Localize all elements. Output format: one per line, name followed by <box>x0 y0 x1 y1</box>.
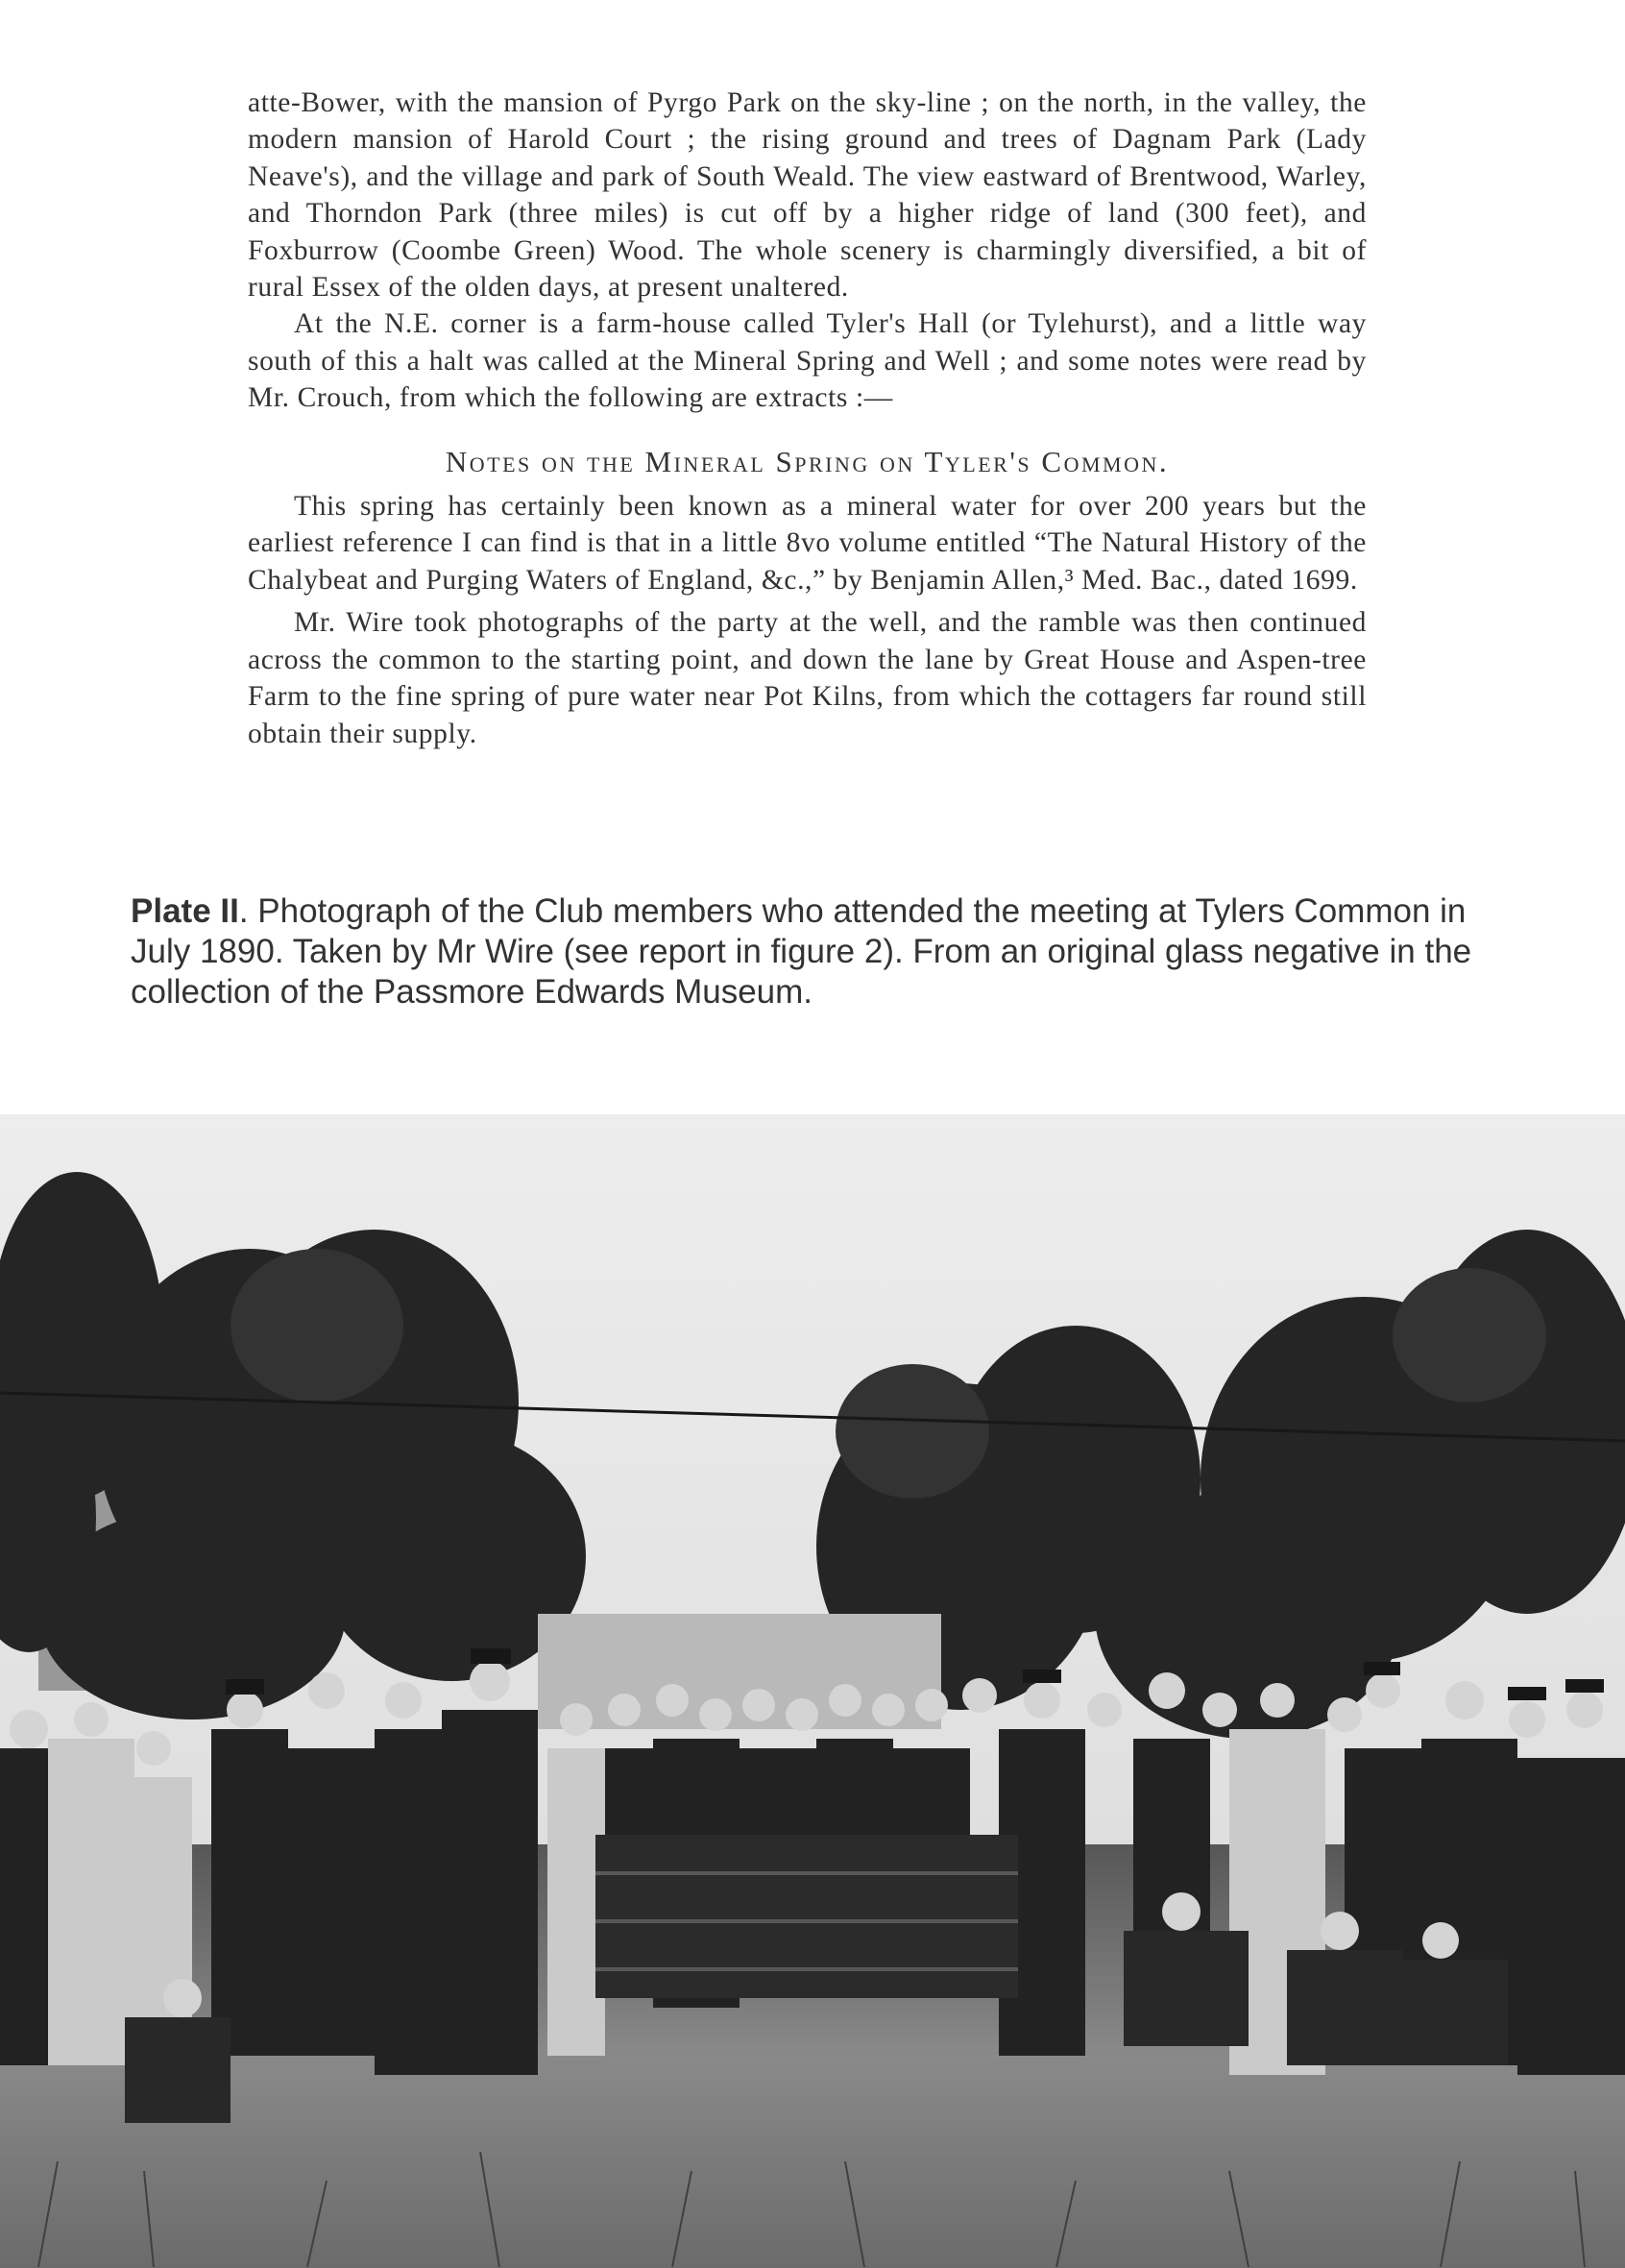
report-text-block <box>248 85 1367 752</box>
plate-caption-text: . Photograph of the Club members who attended the meeting at Tylers Common in July 1890. Taken by Mr Wire (see report in figure 2). From an original glass negative in the collection of the Passmore Edwards Museum. <box>131 892 1472 1011</box>
paragraph-1: atte-Bower, with the mansion of Pyrgo Park on the sky-line ; on the north, in the valley, the modern mansion of Harold Court ; the rising ground and trees of Dagnam Park (Lady Neave's), and the village and park of South Weald. The view eastward of Brentwood, Warley, and Thorndon Park (three miles) is cut off by a higher ridge of land (300 feet), and Foxburrow (Coombe Green) Wood. The whole scenery is charmingly diversified, a bit of rural Essex of the olden days, at present unaltered. <box>248 87 1367 304</box>
photo-illustration <box>0 1114 1625 2268</box>
plate-caption <box>131 891 1499 1012</box>
group-photograph <box>0 1114 1625 2268</box>
paragraph-3: This spring has certainly been known as a mineral water for over 200 years but the earliest reference I can find is that in a little 8vo volume entitled “The Natural History of the Chalybeat and Purging Waters of England, &c.,” by Benjamin Allen,³ Med. Bac., dated 1699. <box>248 491 1367 596</box>
section-heading: Notes on the Mineral Spring on Tyler's Common. <box>445 444 1170 478</box>
paragraph-2: At the N.E. corner is a farm-house called Tyler's Hall (or Tylehurst), and a little way south of this a halt was called at the Mineral Spring and Well ; and some notes were read by Mr. Crouch, from which the following are extracts :— <box>248 308 1367 414</box>
plate-label: Plate II <box>131 892 239 930</box>
paragraph-4: Mr. Wire took photographs of the party at the well, and the ramble was then continued across the common to the starting point, and down the lane by Great House and Aspen-tree Farm to the fine spring of pure water near Pot Kilns, from which the cottagers far round still obtain their supply. <box>248 607 1367 749</box>
